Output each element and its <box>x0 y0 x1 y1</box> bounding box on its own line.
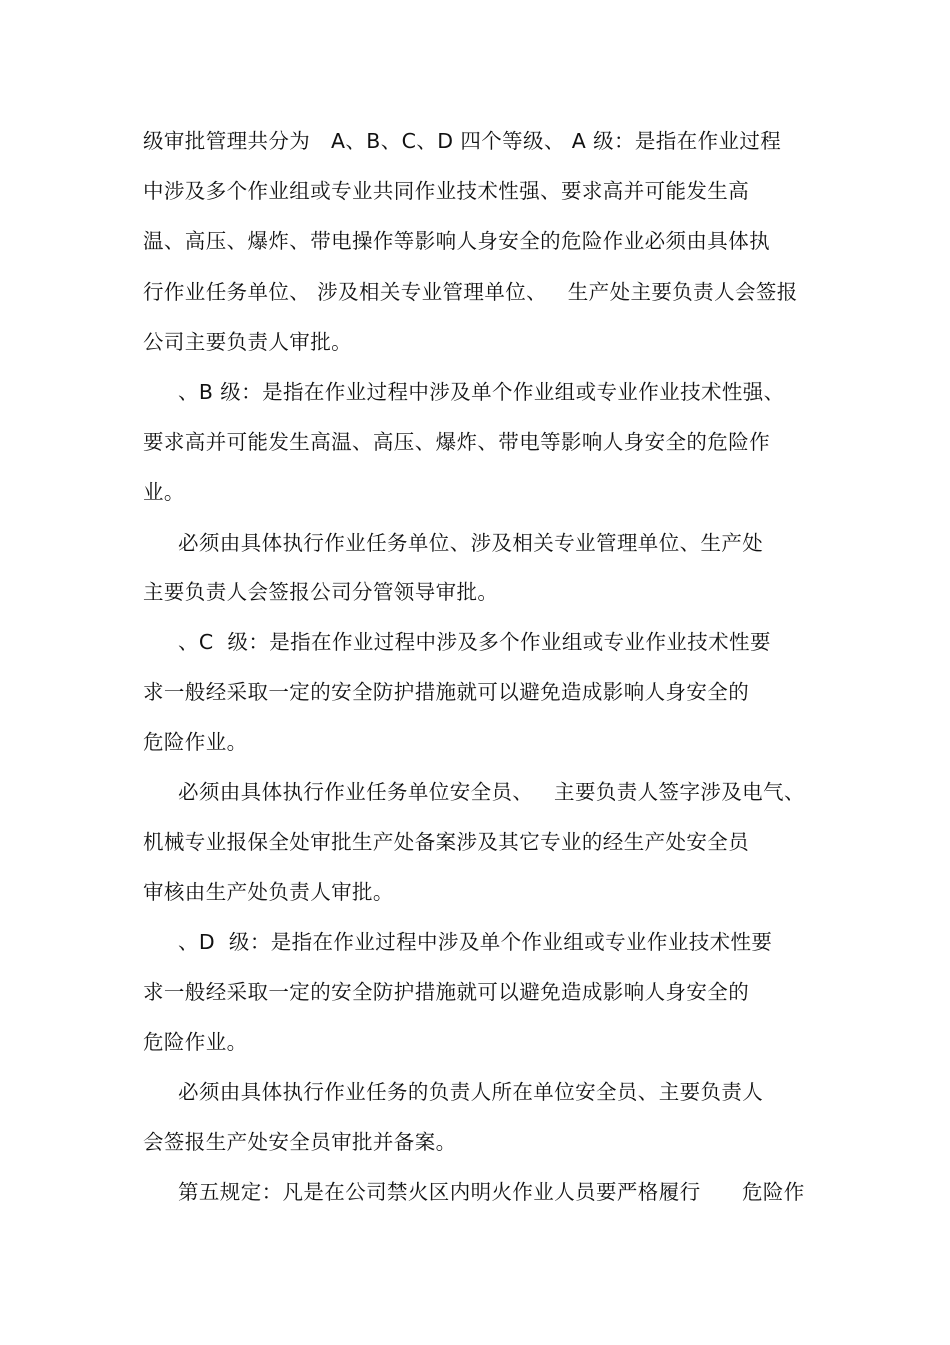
text-line: 温、高压、爆炸、带电操作等影响人身安全的危险作业必须由具体执 <box>143 229 770 253</box>
text-line: 中涉及多个作业组或专业共同作业技术性强、要求高并可能发生高 <box>143 179 750 203</box>
text-line: 会签报生产处安全员审批并备案。 <box>143 1130 457 1154</box>
text-line: 、D 级：是指在作业过程中涉及单个作业组或专业作业技术性要 <box>178 930 773 954</box>
text-line: 要求高并可能发生高温、高压、爆炸、带电等影响人身安全的危险作 <box>143 430 770 454</box>
text-line: 审核由生产处负责人审批。 <box>143 880 394 904</box>
text-line: 主要负责人会签报公司分管领导审批。 <box>143 580 499 604</box>
text-line: 第五规定：凡是在公司禁火区内明火作业人员要严格履行 危险作 <box>178 1180 805 1204</box>
text-line: 行作业任务单位、 涉及相关专业管理单位、 生产处主要负责人会签报 <box>143 280 798 304</box>
text-line: 级审批管理共分为 A、B、C、D 四个等级、 A 级：是指在作业过程 <box>143 129 782 153</box>
text-line: 求一般经采取一定的安全防护措施就可以避免造成影响人身安全的 <box>143 980 750 1004</box>
text-line: 危险作业。 <box>143 730 248 754</box>
text-line: 必须由具体执行作业任务单位安全员、 主要负责人签字涉及电气、 <box>178 780 805 804</box>
text-line: 业。 <box>143 480 185 504</box>
text-line: 、B 级：是指在作业过程中涉及单个作业组或专业作业技术性强、 <box>178 380 785 404</box>
text-line: 求一般经采取一定的安全防护措施就可以避免造成影响人身安全的 <box>143 680 750 704</box>
text-line: 、C 级：是指在作业过程中涉及多个作业组或专业作业技术性要 <box>178 630 771 654</box>
text-line: 机械专业报保全处审批生产处备案涉及其它专业的经生产处安全员 <box>143 830 750 854</box>
text-line: 危险作业。 <box>143 1030 248 1054</box>
text-line: 必须由具体执行作业任务的负责人所在单位安全员、主要负责人 <box>178 1080 764 1104</box>
text-line: 公司主要负责人审批。 <box>143 330 352 354</box>
text-line: 必须由具体执行作业任务单位、涉及相关专业管理单位、生产处 <box>178 531 764 555</box>
